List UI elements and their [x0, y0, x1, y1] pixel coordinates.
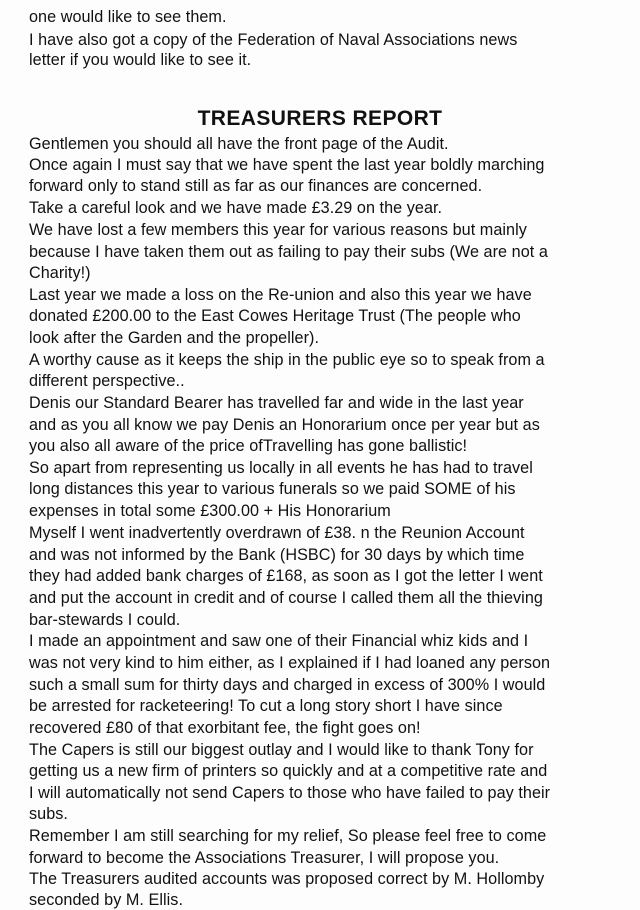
- report-line: because I have taken them out as failing to pay their subs (We are not a: [29, 243, 548, 261]
- report-line: forward only to stand still as far as our finances are concerned.: [29, 177, 483, 195]
- report-line: long distances this year to various funerals so we paid SOME of his: [29, 480, 516, 498]
- report-line: Remember I am still searching for my relief, So please feel free to come: [29, 827, 547, 845]
- report-line: donated £200.00 to the East Cowes Heritage Trust (The people who: [29, 307, 521, 325]
- report-line: different perspective..: [29, 372, 185, 390]
- intro-line: letter if you would like to see it.: [29, 51, 252, 69]
- report-line: Denis our Standard Bearer has travelled far and wide in the last year: [29, 394, 524, 412]
- report-line: We have lost a few members this year for various reasons but mainly: [29, 221, 527, 239]
- report-line: Charity!): [29, 264, 91, 282]
- report-heading: TREASURERS REPORT: [197, 107, 443, 130]
- report-line: recovered £80 of that exorbitant fee, the fight goes on!: [29, 719, 421, 737]
- report-line: expenses in total some £300.00 + His Honorarium: [29, 502, 391, 520]
- report-line: and put the account in credit and of course I called them all the thieving: [29, 589, 543, 607]
- intro-line: I have also got a copy of the Federation of Naval Associations news: [29, 31, 518, 49]
- report-line: The Capers is still our biggest outlay and I would like to thank Tony for: [29, 741, 534, 759]
- report-line: Take a careful look and we have made £3.29 on the year.: [29, 199, 443, 217]
- report-line: Once again I must say that we have spent the last year boldly marching: [29, 156, 545, 174]
- report-line: seconded by M. Ellis.: [29, 891, 184, 909]
- intro-line: one would like to see them.: [29, 8, 227, 26]
- report-line: bar-stewards I could.: [29, 611, 181, 629]
- report-line: A worthy cause as it keeps the ship in the public eye so to speak from a: [29, 351, 545, 369]
- report-line: The Treasurers audited accounts was proposed correct by M. Hollomby: [29, 870, 545, 888]
- report-line: I made an appointment and saw one of their Financial whiz kids and I: [29, 632, 529, 650]
- report-line: and as you all know we pay Denis an Honorarium once per year but as: [29, 416, 540, 434]
- report-line: look after the Garden and the propeller).: [29, 329, 320, 347]
- report-line: Last year we made a loss on the Re-union and also this year we have: [29, 286, 532, 304]
- report-line: I will automatically not send Capers to those who have failed to pay their: [29, 784, 551, 802]
- report-line: you also all aware of the price ofTravelling has gone ballistic!: [29, 437, 468, 455]
- report-line: was not very kind to him either, as I explained if I had loaned any person: [29, 654, 551, 672]
- report-line: Gentlemen you should all have the front page of the Audit.: [29, 135, 449, 153]
- report-line: they had added bank charges of £168, as soon as I got the letter I went: [29, 567, 543, 585]
- report-line: subs.: [29, 805, 68, 823]
- report-line: So apart from representing us locally in all events he has had to travel: [29, 459, 533, 477]
- report-line: be arrested for racketeering! To cut a long story short I have since: [29, 697, 503, 715]
- report-line: and was not informed by the Bank (HSBC) for 30 days by which time: [29, 546, 525, 564]
- report-line: such a small sum for thirty days and charged in excess of 300% I would: [29, 676, 546, 694]
- report-line: Myself I went inadvertently overdrawn of £38. n the Reunion Account: [29, 524, 525, 542]
- report-line: forward to become the Associations Treasurer, I will propose you.: [29, 849, 500, 867]
- report-line: getting us a new firm of printers so quickly and at a competitive rate and: [29, 762, 548, 780]
